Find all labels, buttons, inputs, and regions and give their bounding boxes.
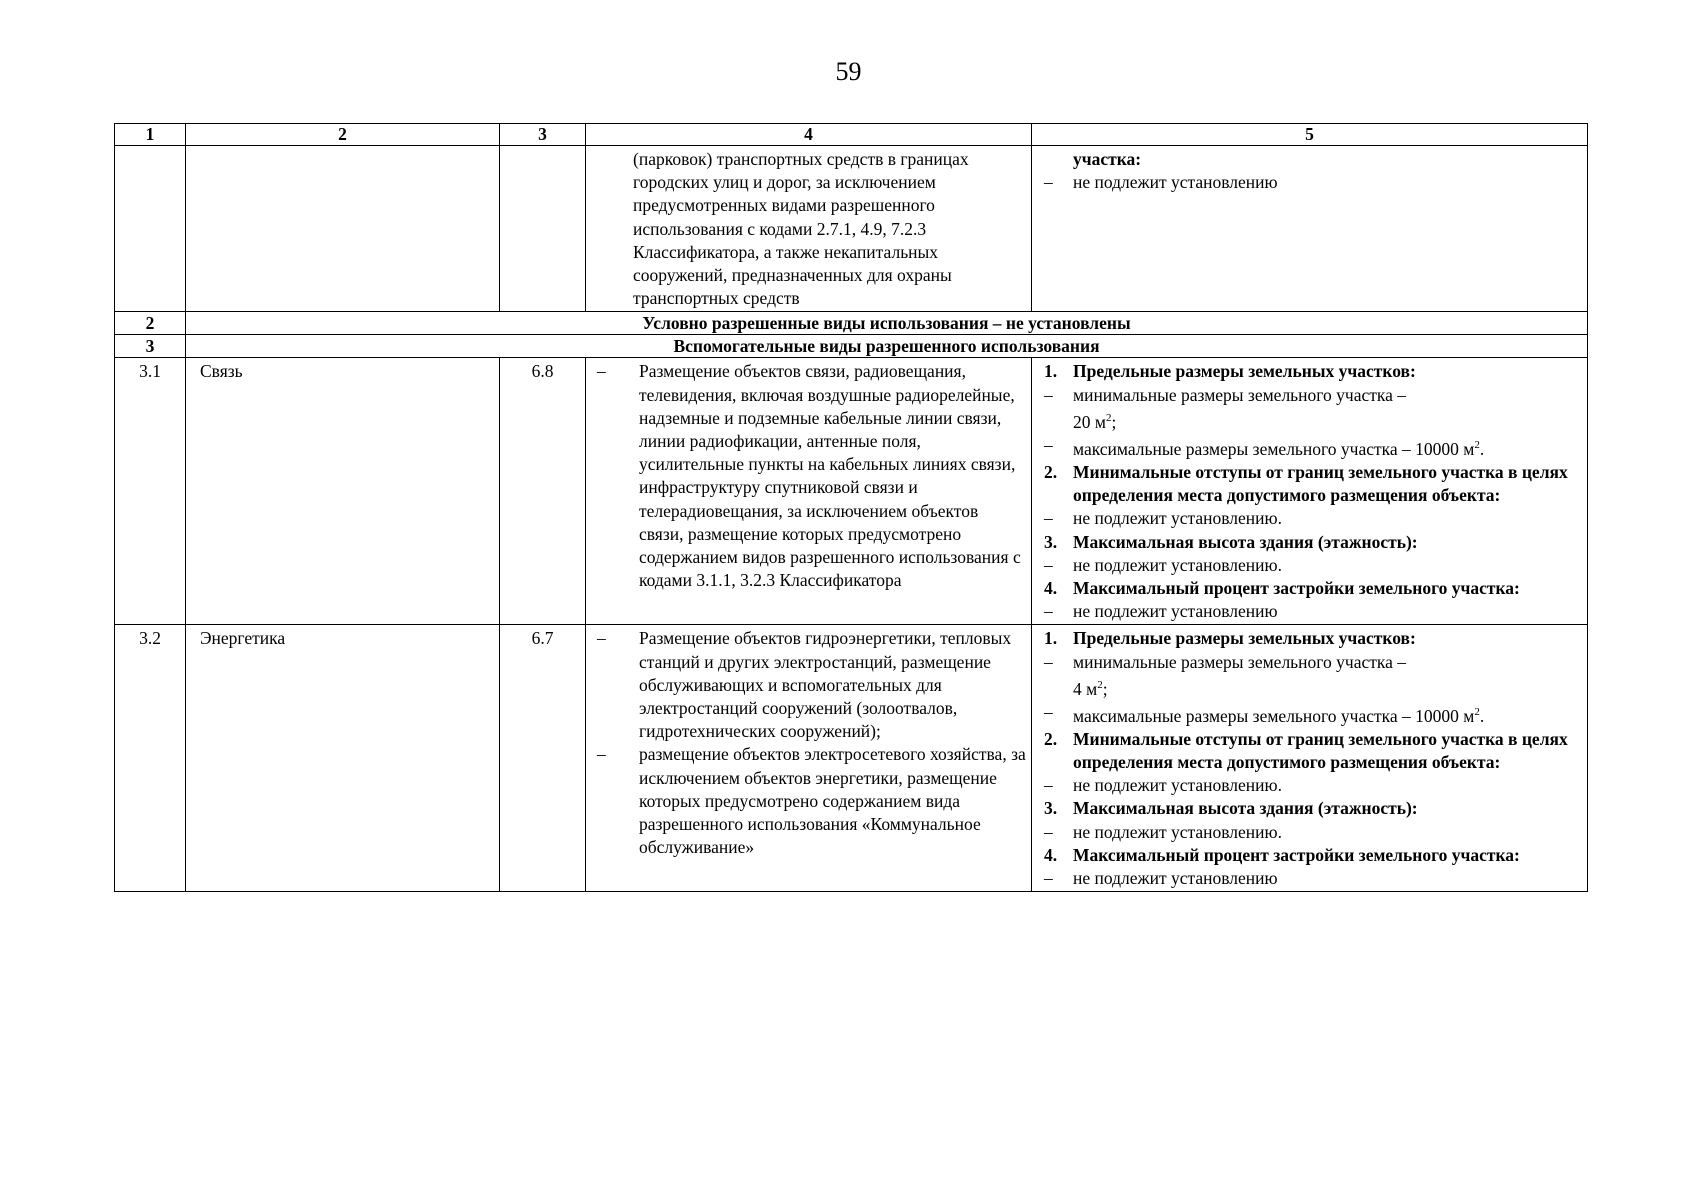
dash-mark: – [597, 628, 606, 649]
page-number: 59 [835, 57, 862, 86]
dash-mark: – [597, 361, 606, 382]
table-header-row [115, 124, 1588, 146]
use-code: 6.8 [500, 358, 586, 625]
param-heading: Минимальные отступы от границ земельного участка в целях определения места допустимого размещения объекта: [1073, 728, 1568, 772]
param-heading: Предельные размеры земельных участков: [1073, 361, 1416, 382]
header-cell-1: 1 [115, 124, 186, 146]
continued-description: (парковок) транспортных средств в границах городских улиц и дорог, за исключением предусмотренных видами разрешенного использования с кодами 2.7.1, 4.9, 7.2.3 Классификатора, а также некапитальных сооружений, предназначенных для охраны транспортных средств [633, 149, 969, 309]
row-number: 3.1 [115, 358, 186, 625]
param-value: не подлежит установлению. [1073, 554, 1282, 575]
param-heading: Максимальный процент застройки земельного участка: [1073, 844, 1520, 865]
header-cell-4: 4 [586, 124, 1032, 146]
section-row-2 [115, 312, 1588, 335]
dash-mark: – [597, 744, 606, 765]
param-heading: Максимальная высота здания (этажность): [1073, 798, 1418, 819]
param-value: не подлежит установлению. [1073, 821, 1282, 842]
param-value: не подлежит установлению. [1073, 508, 1282, 529]
use-name: Связь [186, 358, 500, 625]
param-value: максимальные размеры земельного участка – 10000 $м^2$. [1073, 438, 1485, 459]
use-description: Размещение объектов связи, радиовещания, телевидения, включая воздушные радиорелейные, надземные и подземные кабельные линии связи, линии радиофикации, антенные поля, усилительные пункты на кабельных линиях связи, инфраструктуру спутниковой связи и телерадиовещания, за исключением объектов связи, размещение которых предусмотрено содержанием видов разрешенного использования с кодами 3.1.1, 3.2.3 Классификатора [639, 361, 1021, 591]
table-row-continued [115, 146, 1588, 312]
param-value: не подлежит установлению [1073, 601, 1278, 622]
use-description: размещение объектов электросетевого хозяйства, за исключением объектов энергетики, размещение которых предусмотрено содержанием вида разрешенного использования «Коммунальное обслуживание» [639, 744, 1026, 858]
use-description: Размещение объектов гидроэнергетики, тепловых станций и других электростанций, размещение обслуживающих и вспомогательных для электростанций сооружений (золоотвалов, гидротехнических сооружений); [639, 628, 1012, 742]
row-number: 3.2 [115, 625, 186, 892]
section-row-3 [115, 335, 1588, 358]
param-value: 20 $м^2$; [1073, 411, 1117, 432]
param-value: минимальные размеры земельного участка – [1073, 384, 1407, 405]
table-row-3-1: 3.1 Связь 6.8 – Размещение объектов связи, радиовещания, телевидения, включая воздушные радиорелейные, надземные и подземные кабельные линии связи, линии радиофикации, антенные поля, усилительные пункты на кабельных линиях связи, инфраструктуру спутниковой связи и телерадиовещания, за исключением объектов связи, размещение которых предусмотрено содержанием видов разрешенного использования с кодами 3.1.1, 3.2.3 Классификатора 1. Предельные размеры земельных участков: – минимальные размеры земельного участка – 20 $м^2$; – максимальные размеры земельного участка – 10000 $м^2$. 2. Минимальные отступы от границ земельного участка в целях определения места допустимого размещения объекта: – не подлежит установлению. 3. Максимальная высота здания (этажность): – не подлежит установлению. 4. Максимальный процент застройки земельного участка: – не подлежит установлению [115, 358, 1588, 625]
zoning-table [114, 123, 1588, 892]
header-cell-2: 2 [186, 124, 500, 146]
section-number: 2 [115, 312, 186, 335]
header-cell-3: 3 [500, 124, 586, 146]
use-name: Энергетика [186, 625, 500, 892]
param-value: максимальные размеры земельного участка – 10000 $м^2$. [1073, 705, 1485, 726]
section-title: Вспомогательные виды разрешенного использования [186, 335, 1588, 358]
param-value: минимальные размеры земельного участка – [1073, 651, 1407, 672]
param-value: не подлежит установлению. [1073, 775, 1282, 796]
table-row-3-2: 3.2 Энергетика 6.7 – Размещение объектов гидроэнергетики, тепловых станций и других электростанций, размещение обслуживающих и вспомогательных для электростанций сооружений (золоотвалов, гидротехнических сооружений); – размещение объектов электросетевого хозяйства, за исключением объектов энергетики, размещение которых предусмотрено содержанием вида разрешенного использования «Коммунальное обслуживание» 1. Предельные размеры земельных участков: – минимальные размеры земельного участка – 4 $м^2$; – максимальные размеры земельного участка – 10000 $м^2$. 2. Минимальные отступы от границ земельного участка в целях определения места допустимого размещения объекта: – не подлежит установлению. 3. Максимальная высота здания (этажность): – не подлежит установлению. 4. Максимальный процент застройки земельного участка: – не подлежит установлению [115, 625, 1588, 892]
param-heading: Предельные размеры земельных участков: [1073, 628, 1416, 649]
param-heading: Максимальная высота здания (этажность): [1073, 531, 1418, 552]
use-code: 6.7 [500, 625, 586, 892]
param-heading: Максимальный процент застройки земельного участка: [1073, 577, 1520, 598]
continued-heading: участка: [1073, 149, 1142, 169]
header-cell-5: 5 [1032, 124, 1588, 146]
param-value: 4 $м^2$; [1073, 678, 1108, 699]
param-value: не подлежит установлению [1073, 868, 1278, 888]
dash-mark: – [1044, 172, 1053, 193]
continued-value: не подлежит установлению [1073, 172, 1278, 193]
param-heading: Минимальные отступы от границ земельного участка в целях определения места допустимого размещения объекта: [1073, 461, 1568, 506]
section-number: 3 [115, 335, 186, 358]
section-title: Условно разрешенные виды использования – не установлены [186, 312, 1588, 335]
